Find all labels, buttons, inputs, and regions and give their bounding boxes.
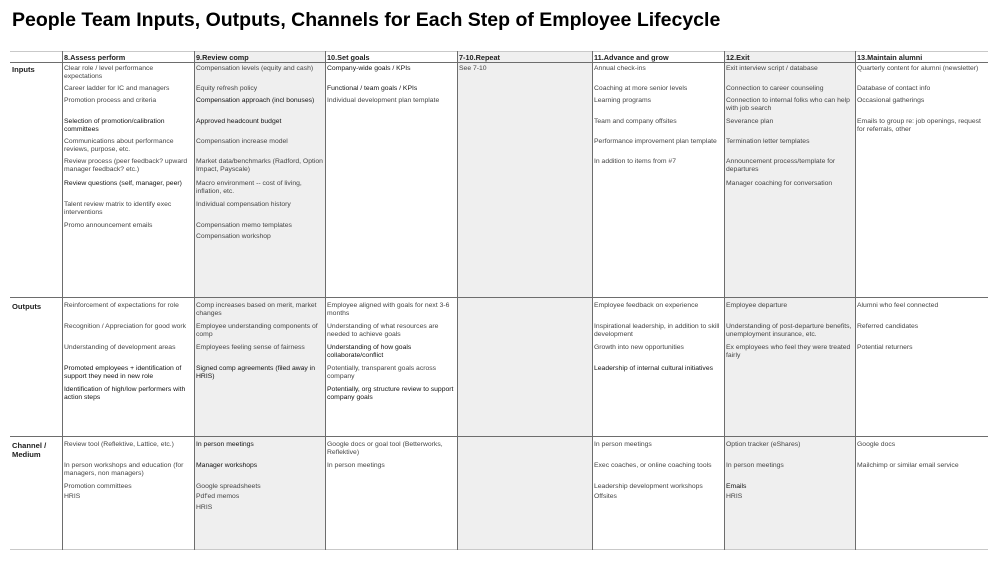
cell-item: Termination letter templates xyxy=(726,138,810,145)
cell-item: HRIS xyxy=(64,493,81,500)
cell-item: Individual development plan template xyxy=(327,97,440,104)
cell-item: Leadership of internal cultural initiatives xyxy=(594,365,714,372)
cell-item: Leadership development workshops xyxy=(594,483,703,490)
column-divider xyxy=(325,51,326,550)
cell-item: Emails to group re: job openings, request for referrals, other xyxy=(857,118,981,134)
row-label-outputs: Outputs xyxy=(12,302,42,311)
cell-item: Macro environment -- cost of living, inflation, etc. xyxy=(196,180,302,196)
column-divider xyxy=(724,51,725,550)
cell-item: Communications about performance reviews, purpose, etc. xyxy=(64,138,174,154)
cell-item: Understanding of what resources are needed to achieve goals xyxy=(327,323,439,339)
column-header-maintain-alumni: 13.Maintain alumni xyxy=(857,53,923,62)
cell-item: In person meetings xyxy=(594,441,652,448)
cell-item: Exec coaches, or online coaching tools xyxy=(594,462,712,469)
cell-item: Talent review matrix to identify exec interventions xyxy=(64,201,172,217)
cell-item: Selection of promotion/calibration committees xyxy=(64,118,165,134)
cell-item: Learning programs xyxy=(594,97,652,104)
column-header-review-comp: 9.Review comp xyxy=(196,53,249,62)
cell-item: Identification of high/low performers with action steps xyxy=(64,386,186,402)
cell-item: Promoted employees + identification of support they need in new role xyxy=(64,365,182,381)
cell-item: Connection to career counseling xyxy=(726,85,824,92)
cell-item: Manager workshops xyxy=(196,462,258,469)
cell-item: Emails xyxy=(726,483,747,490)
cell-item: Compensation levels (equity and cash) xyxy=(196,65,314,72)
cell-item: Pdf'ed memos xyxy=(196,493,240,500)
column-divider xyxy=(855,51,856,550)
cell-item: Google spreadsheets xyxy=(196,483,261,490)
cell-item: Employees feeling sense of fairness xyxy=(196,344,305,351)
cell-item: Clear role / level performance expectations xyxy=(64,65,154,81)
column-shade-repeat xyxy=(457,51,592,550)
cell-item: Employee departure xyxy=(726,302,788,309)
column-header-repeat: 7-10.Repeat xyxy=(459,53,500,62)
cell-item: Potentially, org structure review to support company goals xyxy=(327,386,454,402)
cell-item: Market data/benchmarks (Radford, Option Impact, Payscale) xyxy=(196,158,323,174)
column-header-advance-and-grow: 11.Advance and grow xyxy=(594,53,669,62)
row-divider-channel xyxy=(10,436,988,437)
cell-item: Company-wide goals / KPIs xyxy=(327,65,411,72)
cell-item: Review tool (Reflektive, Lattice, etc.) xyxy=(64,441,174,448)
cell-item: Ex employees who feel they were treated fairly xyxy=(726,344,851,360)
column-divider xyxy=(457,51,458,550)
cell-item: Referred candidates xyxy=(857,323,919,330)
cell-item: Promotion committees xyxy=(64,483,132,490)
cell-item: Google docs or goal tool (Betterworks, Reflektive) xyxy=(327,441,443,457)
cell-item: Understanding of development areas xyxy=(64,344,176,351)
cell-item: Employee aligned with goals for next 3-6 months xyxy=(327,302,450,318)
cell-item: Employee understanding components of comp xyxy=(196,323,318,339)
cell-item: Compensation memo templates xyxy=(196,222,292,229)
cell-item: Manager coaching for conversation xyxy=(726,180,833,187)
cell-item: Review questions (self, manager, peer) xyxy=(64,180,182,187)
cell-item: Inspirational leadership, in addition to skill development xyxy=(594,323,720,339)
cell-item: Database of contact info xyxy=(857,85,931,92)
cell-item: In person meetings xyxy=(196,441,254,448)
cell-item: In addition to items from #7 xyxy=(594,158,676,165)
column-header-set-goals: 10.Set goals xyxy=(327,53,370,62)
column-divider xyxy=(194,51,195,550)
cell-item: Approved headcount budget xyxy=(196,118,282,125)
cell-item: In person meetings xyxy=(327,462,385,469)
column-divider xyxy=(62,51,63,550)
cell-item: Announcement process/template for departures xyxy=(726,158,836,174)
cell-item: Potentially, transparent goals across company xyxy=(327,365,437,381)
cell-item: Review process (peer feedback? upward manager feedback? etc.) xyxy=(64,158,188,174)
column-header-assess-perform: 8.Assess perform xyxy=(64,53,126,62)
cell-item: Annual check-ins xyxy=(594,65,646,72)
cell-item: Signed comp agreements (filed away in HRIS) xyxy=(196,365,316,381)
cell-item: Coaching at more senior levels xyxy=(594,85,688,92)
cell-item: Understanding of post-departure benefits, unemployment insurance, etc. xyxy=(726,323,852,339)
cell-item: Comp increases based on merit, market changes xyxy=(196,302,317,318)
cell-item: Career ladder for IC and managers xyxy=(64,85,170,92)
column-divider xyxy=(592,51,593,550)
cell-item: See 7-10 xyxy=(459,65,487,72)
cell-item: Individual compensation history xyxy=(196,201,291,208)
cell-item: HRIS xyxy=(196,504,213,511)
row-label-channel-medium: Channel / Medium xyxy=(12,441,47,459)
cell-item: Growth into new opportunities xyxy=(594,344,684,351)
cell-item: Compensation increase model xyxy=(196,138,288,145)
cell-item: Promotion process and criteria xyxy=(64,97,157,104)
cell-item: Mailchimp or similar email service xyxy=(857,462,959,469)
cell-item: Promo announcement emails xyxy=(64,222,153,229)
cell-item: Google docs xyxy=(857,441,896,448)
page-title: People Team Inputs, Outputs, Channels for Each Step of Employee Lifecycle xyxy=(12,9,721,31)
row-label-inputs: Inputs xyxy=(12,65,35,74)
header-bottom-line xyxy=(10,62,988,63)
cell-item: Option tracker (eShares) xyxy=(726,441,801,448)
cell-item: Understanding of how goals collaborate/conflict xyxy=(327,344,412,360)
cell-item: Connection to internal folks who can help with job search xyxy=(726,97,850,113)
cell-item: Performance improvement plan template xyxy=(594,138,717,145)
cell-item: Compensation workshop xyxy=(196,233,271,240)
cell-item: Exit interview script / database xyxy=(726,65,818,72)
cell-item: Reinforcement of expectations for role xyxy=(64,302,179,309)
cell-item: Alumni who feel connected xyxy=(857,302,939,309)
cell-item: Functional / team goals / KPIs xyxy=(327,85,418,92)
cell-item: Offsites xyxy=(594,493,617,500)
header-top-line xyxy=(10,51,988,52)
column-header-exit: 12.Exit xyxy=(726,53,750,62)
cell-item: Quarterly content for alumni (newsletter) xyxy=(857,65,979,72)
cell-item: In person workshops and education (for managers, non managers) xyxy=(64,462,184,478)
row-divider-outputs xyxy=(10,297,988,298)
cell-item: Severance plan xyxy=(726,118,774,125)
cell-item: HRIS xyxy=(726,493,743,500)
cell-item: Compensation approach (incl bonuses) xyxy=(196,97,315,104)
cell-item: Team and company offsites xyxy=(594,118,677,125)
cell-item: Occasional gatherings xyxy=(857,97,925,104)
cell-item: In person meetings xyxy=(726,462,784,469)
cell-item: Equity refresh policy xyxy=(196,85,258,92)
cell-item: Potential returners xyxy=(857,344,913,351)
cell-item: Employee feedback on experience xyxy=(594,302,699,309)
cell-item: Recognition / Appreciation for good work xyxy=(64,323,187,330)
table-bottom-line xyxy=(10,549,988,550)
